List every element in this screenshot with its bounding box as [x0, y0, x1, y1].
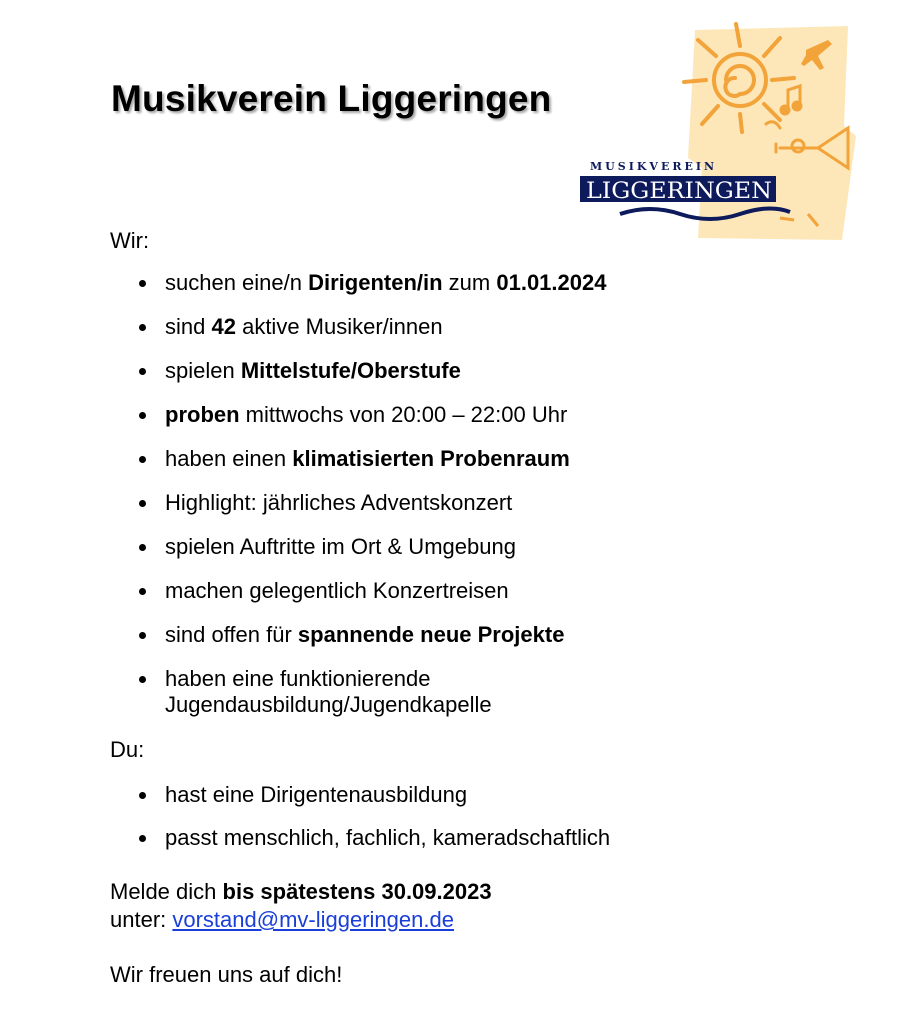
list-item-bold-text: Dirigenten/in — [308, 270, 443, 295]
logo-small-text: MUSIKVEREIN — [590, 160, 718, 173]
contact-email-link[interactable]: vorstand@mv-liggeringen.de — [172, 907, 454, 932]
wir-label: Wir: — [110, 228, 150, 253]
list-item-text: hast eine Dirigentenausbildung — [165, 782, 468, 807]
deadline-date: bis spätestens 30.09.2023 — [222, 879, 492, 904]
list-item — [110, 666, 810, 718]
list-item-text: spielen — [165, 358, 241, 383]
deadline-prefix: Melde dich — [110, 879, 223, 904]
list-item — [110, 534, 810, 578]
list-item-text: mittwochs von 20:00 – 22:00 Uhr — [239, 402, 568, 427]
wir-list — [110, 270, 810, 718]
list-item-text: haben eine funktionierende — [165, 666, 431, 691]
du-list — [110, 782, 810, 868]
list-item-text: sind offen für — [165, 622, 298, 647]
list-item-bold-text: klimatisierten Probenraum — [292, 446, 570, 471]
list-item — [110, 270, 810, 314]
list-item-text: aktive Musiker/innen — [235, 314, 443, 339]
list-item — [110, 490, 810, 534]
contact-info — [110, 878, 492, 934]
list-item-text: Highlight: jährliches Adventskonzert — [165, 490, 513, 515]
list-item — [110, 782, 810, 825]
list-item-text: Jugendausbildung/Jugendkapelle — [165, 692, 492, 717]
list-item-bold-text: proben — [165, 402, 240, 427]
list-item — [110, 314, 810, 358]
list-item-text: suchen eine/n — [165, 270, 309, 295]
page-title: Musikverein Liggeringen — [111, 78, 552, 119]
list-item-text: haben einen — [165, 446, 293, 471]
du-label: Du: — [110, 737, 145, 762]
list-item-text: passt menschlich, fachlich, kameradschaftlich — [165, 825, 611, 850]
contact-prefix: unter: — [110, 907, 173, 932]
closing-text: Wir freuen uns auf dich! — [110, 962, 343, 987]
list-item-text: sind — [165, 314, 212, 339]
list-item-text: machen gelegentlich Konzertreisen — [165, 578, 509, 603]
logo-big-text: LIGGERINGEN — [586, 179, 772, 204]
list-item-bold-text: Mittelstufe/Oberstufe — [240, 358, 461, 383]
list-item-text: spielen Auftritte im Ort & Umgebung — [165, 534, 516, 559]
list-item — [110, 446, 810, 490]
list-item — [110, 622, 810, 666]
list-item-text: zum — [442, 270, 497, 295]
list-item-bold-text: spannende neue Projekte — [297, 622, 565, 647]
list-item-bold-text: 01.01.2024 — [496, 270, 607, 295]
list-item — [110, 402, 810, 446]
list-item — [110, 825, 810, 868]
list-item — [110, 358, 810, 402]
list-item-bold-text: 42 — [211, 314, 236, 339]
list-item — [110, 578, 810, 622]
musikverein-logo — [580, 18, 865, 243]
